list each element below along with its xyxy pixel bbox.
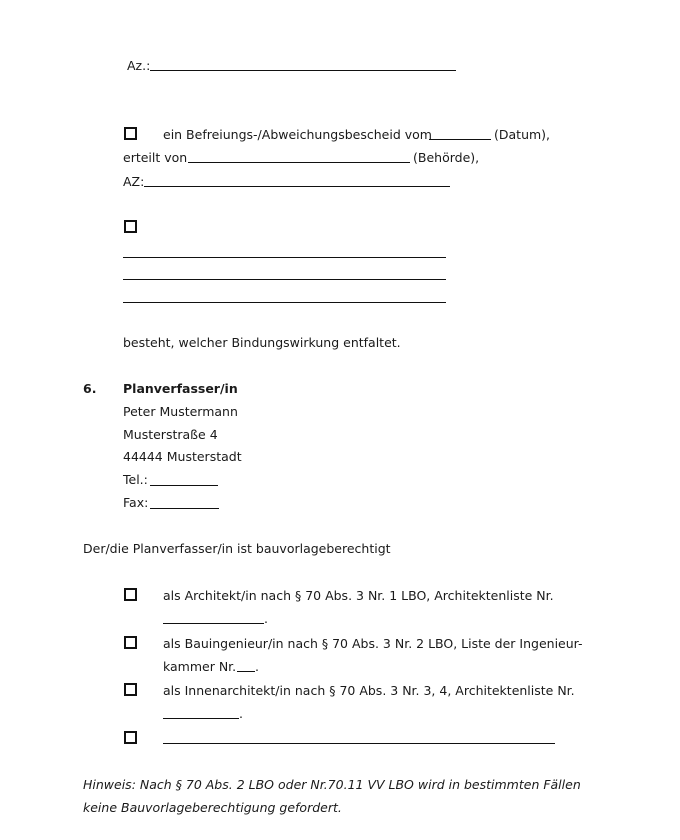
architekt-text-line: als Architekt/in nach § 70 Abs. 3 Nr. 1 LBO, Architektenliste Nr.	[163, 588, 554, 603]
free-line-3[interactable]	[123, 302, 446, 303]
kammer-period: .	[255, 659, 259, 674]
section-heading: Planverfasser/in	[123, 381, 238, 396]
hinweis-line-1: Hinweis: Nach § 70 Abs. 2 LBO oder Nr.70.11 VV LBO wird in bestimmten Fällen	[83, 777, 581, 792]
architekt-list-fill-line[interactable]	[163, 623, 264, 624]
architekt-text	[163, 588, 563, 604]
innenarchitekt-checkbox[interactable]	[124, 683, 137, 696]
innenarchitekt-text: als Innenarchitekt/in nach § 70 Abs. 3 Nr. 3, 4, Architektenliste Nr.	[163, 683, 575, 698]
befreiung-checkbox[interactable]	[124, 127, 137, 140]
datum-label: (Datum),	[494, 127, 551, 142]
innenarchitekt-period: .	[239, 706, 243, 721]
datum-fill-line[interactable]	[429, 139, 491, 140]
tel-fill-line[interactable]	[150, 485, 218, 486]
architekt-checkbox[interactable]	[124, 588, 137, 601]
bauingenieur-text: als Bauingenieur/in nach § 70 Abs. 3 Nr. 2 LBO, Liste der Ingenieur-	[163, 636, 583, 651]
other-option-fill-line[interactable]	[163, 743, 555, 744]
free-line-2[interactable]	[123, 279, 446, 280]
tel-label: Tel.:	[123, 472, 148, 487]
bauvorlage-intro: Der/die Planverfasser/in ist bauvorlageberechtigt	[83, 541, 391, 556]
bauingenieur-checkbox[interactable]	[124, 636, 137, 649]
innenarchitekt-list-fill-line[interactable]	[163, 718, 239, 719]
other-option-checkbox[interactable]	[124, 731, 137, 744]
section-number: 6.	[83, 381, 97, 396]
kammer-label: kammer Nr.	[163, 659, 237, 674]
behoerde-label: (Behörde),	[413, 150, 480, 165]
planverfasser-city: 44444 Musterstadt	[123, 449, 242, 464]
behoerde-fill-line[interactable]	[188, 162, 410, 163]
az2-fill-line[interactable]	[144, 186, 450, 187]
fax-label: Fax:	[123, 495, 149, 510]
free-option-checkbox[interactable]	[124, 220, 137, 233]
planverfasser-name: Peter Mustermann	[123, 404, 238, 419]
az-label: Az.:	[127, 58, 151, 73]
hinweis-line-2: keine Bauvorlageberechtigung gefordert.	[83, 800, 342, 815]
kammer-fill-line[interactable]	[237, 671, 255, 672]
az-fill-line[interactable]	[150, 70, 456, 71]
architekt-period: .	[264, 611, 268, 626]
free-line-1[interactable]	[123, 257, 446, 258]
planverfasser-street: Musterstraße 4	[123, 427, 218, 442]
az2-label: AZ:	[123, 174, 145, 189]
erteilt-von-label: erteilt von	[123, 150, 188, 165]
binding-text: besteht, welcher Bindungswirkung entfaltet.	[123, 335, 401, 350]
befreiung-text: ein Befreiungs-/Abweichungsbescheid vom	[163, 127, 432, 142]
fax-fill-line[interactable]	[150, 508, 219, 509]
